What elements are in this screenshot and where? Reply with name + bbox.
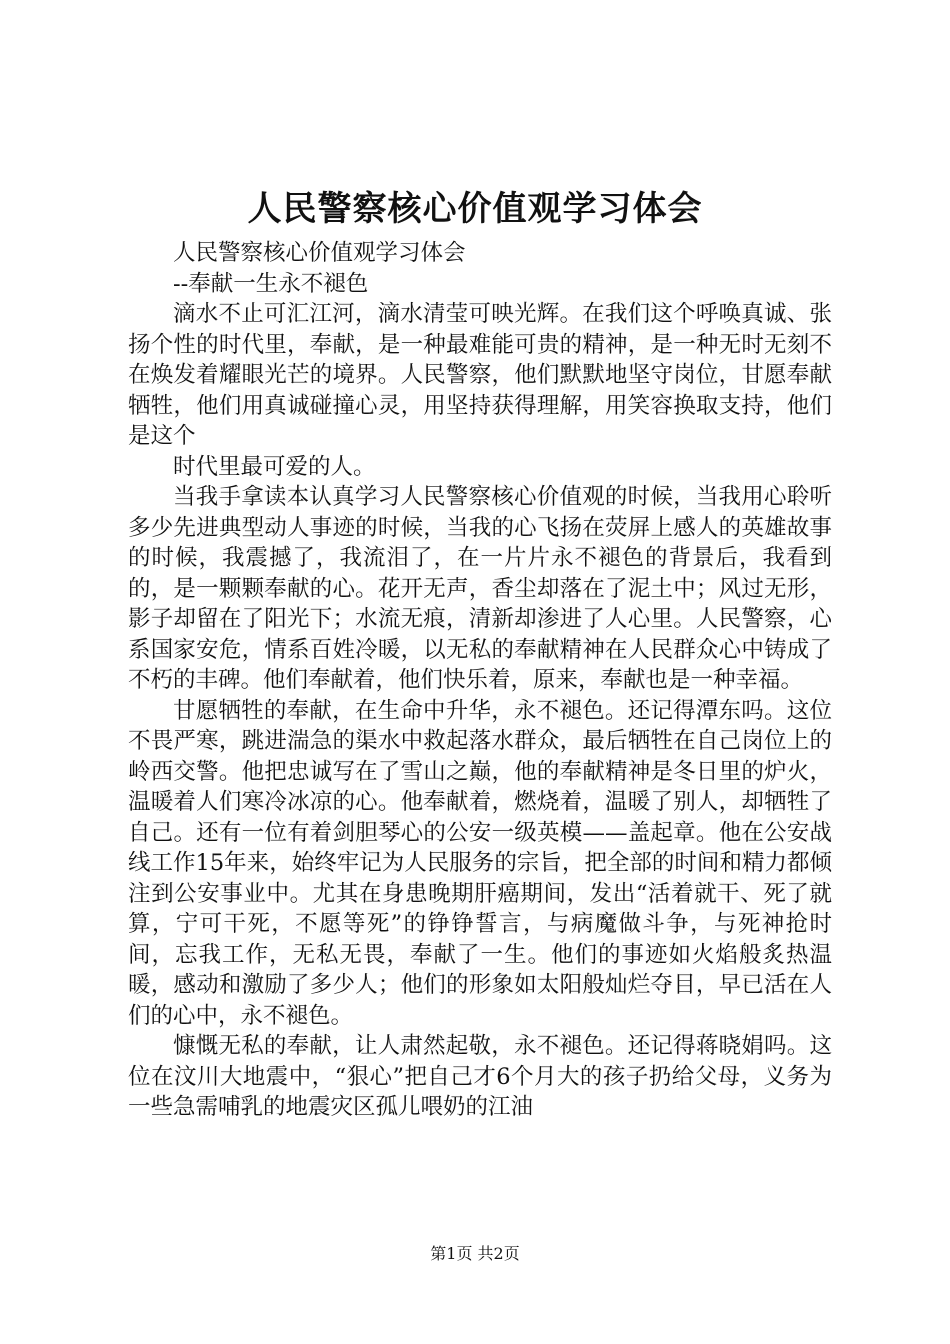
paragraph-intro: 滴水不止可汇江河，滴水清莹可映光辉。在我们这个呼唤真诚、张扬个性的时代里，奉献，是一种最难能可贵的精神，是一种无时无刻不在焕发着耀眼光芒的境界。人民警察，他们默默地坚守岗位，甘愿奉献牺牲，他们用真诚碰撞心灵，用坚持获得理解，用笑容换取支持，他们是这个 — [128, 301, 832, 449]
page-number: 第1页 共2页 — [430, 1244, 520, 1263]
paragraph-selfless: 慷慨无私的奉献，让人肃然起敬，永不褪色。还记得蒋晓娟吗。这位在汶川大地震中，“狠心”把自己才6个月大的孩子扔给父母，义务为一些急需哺乳的地震灾区孤儿喂奶的江油 — [128, 1033, 832, 1120]
paragraph-subtitle: 人民警察核心价值观学习体会 — [173, 240, 466, 266]
paragraph-intro-continued: 时代里最可爱的人。 — [173, 453, 376, 480]
document-title: 人民警察核心价值观学习体会 — [247, 189, 703, 229]
paragraph-tagline: --奉献一生永不褪色 — [173, 270, 369, 297]
paragraph-sacrifice: 甘愿牺牲的奉献，在生命中升华，永不褪色。还记得潭东吗。这位不畏严寒，跳进湍急的渠水中救起落水群众，最后牺牲在自己岗位上的岭西交警。他把忠诚写在了雪山之巅，他的奉献精神是冬日里的炉火，温暖着人们寒冷冰凉的心。他奉献着，燃烧着，温暖了别人，却牺牲了自己。还有一位有着剑胆琴心的公安一级英模——盖起章。他在公安战线工作15年来，始终牢记为人民服务的宗旨，把全部的时间和精力都倾注到公安事业中。尤其在身患晚期肝癌期间，发出“活着就干、死了就算，宁可干死，不愿等死”的铮铮誓言，与病魔做斗争，与死神抢时间，忘我工作，无私无畏，奉献了一生。他们的事迹如火焰般炙热温暖，感动和激励了多少人；他们的形象如太阳般灿烂夺目，早已活在人们的心中，永不褪色。 — [128, 697, 832, 1029]
paragraph-study: 当我手拿读本认真学习人民警察核心价值观的时候，当我用心聆听多少先进典型动人事迹的时候，当我的心飞扬在荧屏上感人的英雄故事的时候，我震撼了，我流泪了，在一片片永不褪色的背景后，我看到的，是一颗颗奉献的心。花开无声，香尘却落在了泥土中；风过无形，影子却留在了阳光下；水流无痕，清新却渗进了人心里。人民警察，心系国家安危，情系百姓冷暖，以无私的奉献精神在人民群众心中铸成了不朽的丰碑。他们奉献着，他们快乐着，原来，奉献也是一种幸福。 — [128, 484, 832, 693]
document-body — [128, 238, 832, 1123]
